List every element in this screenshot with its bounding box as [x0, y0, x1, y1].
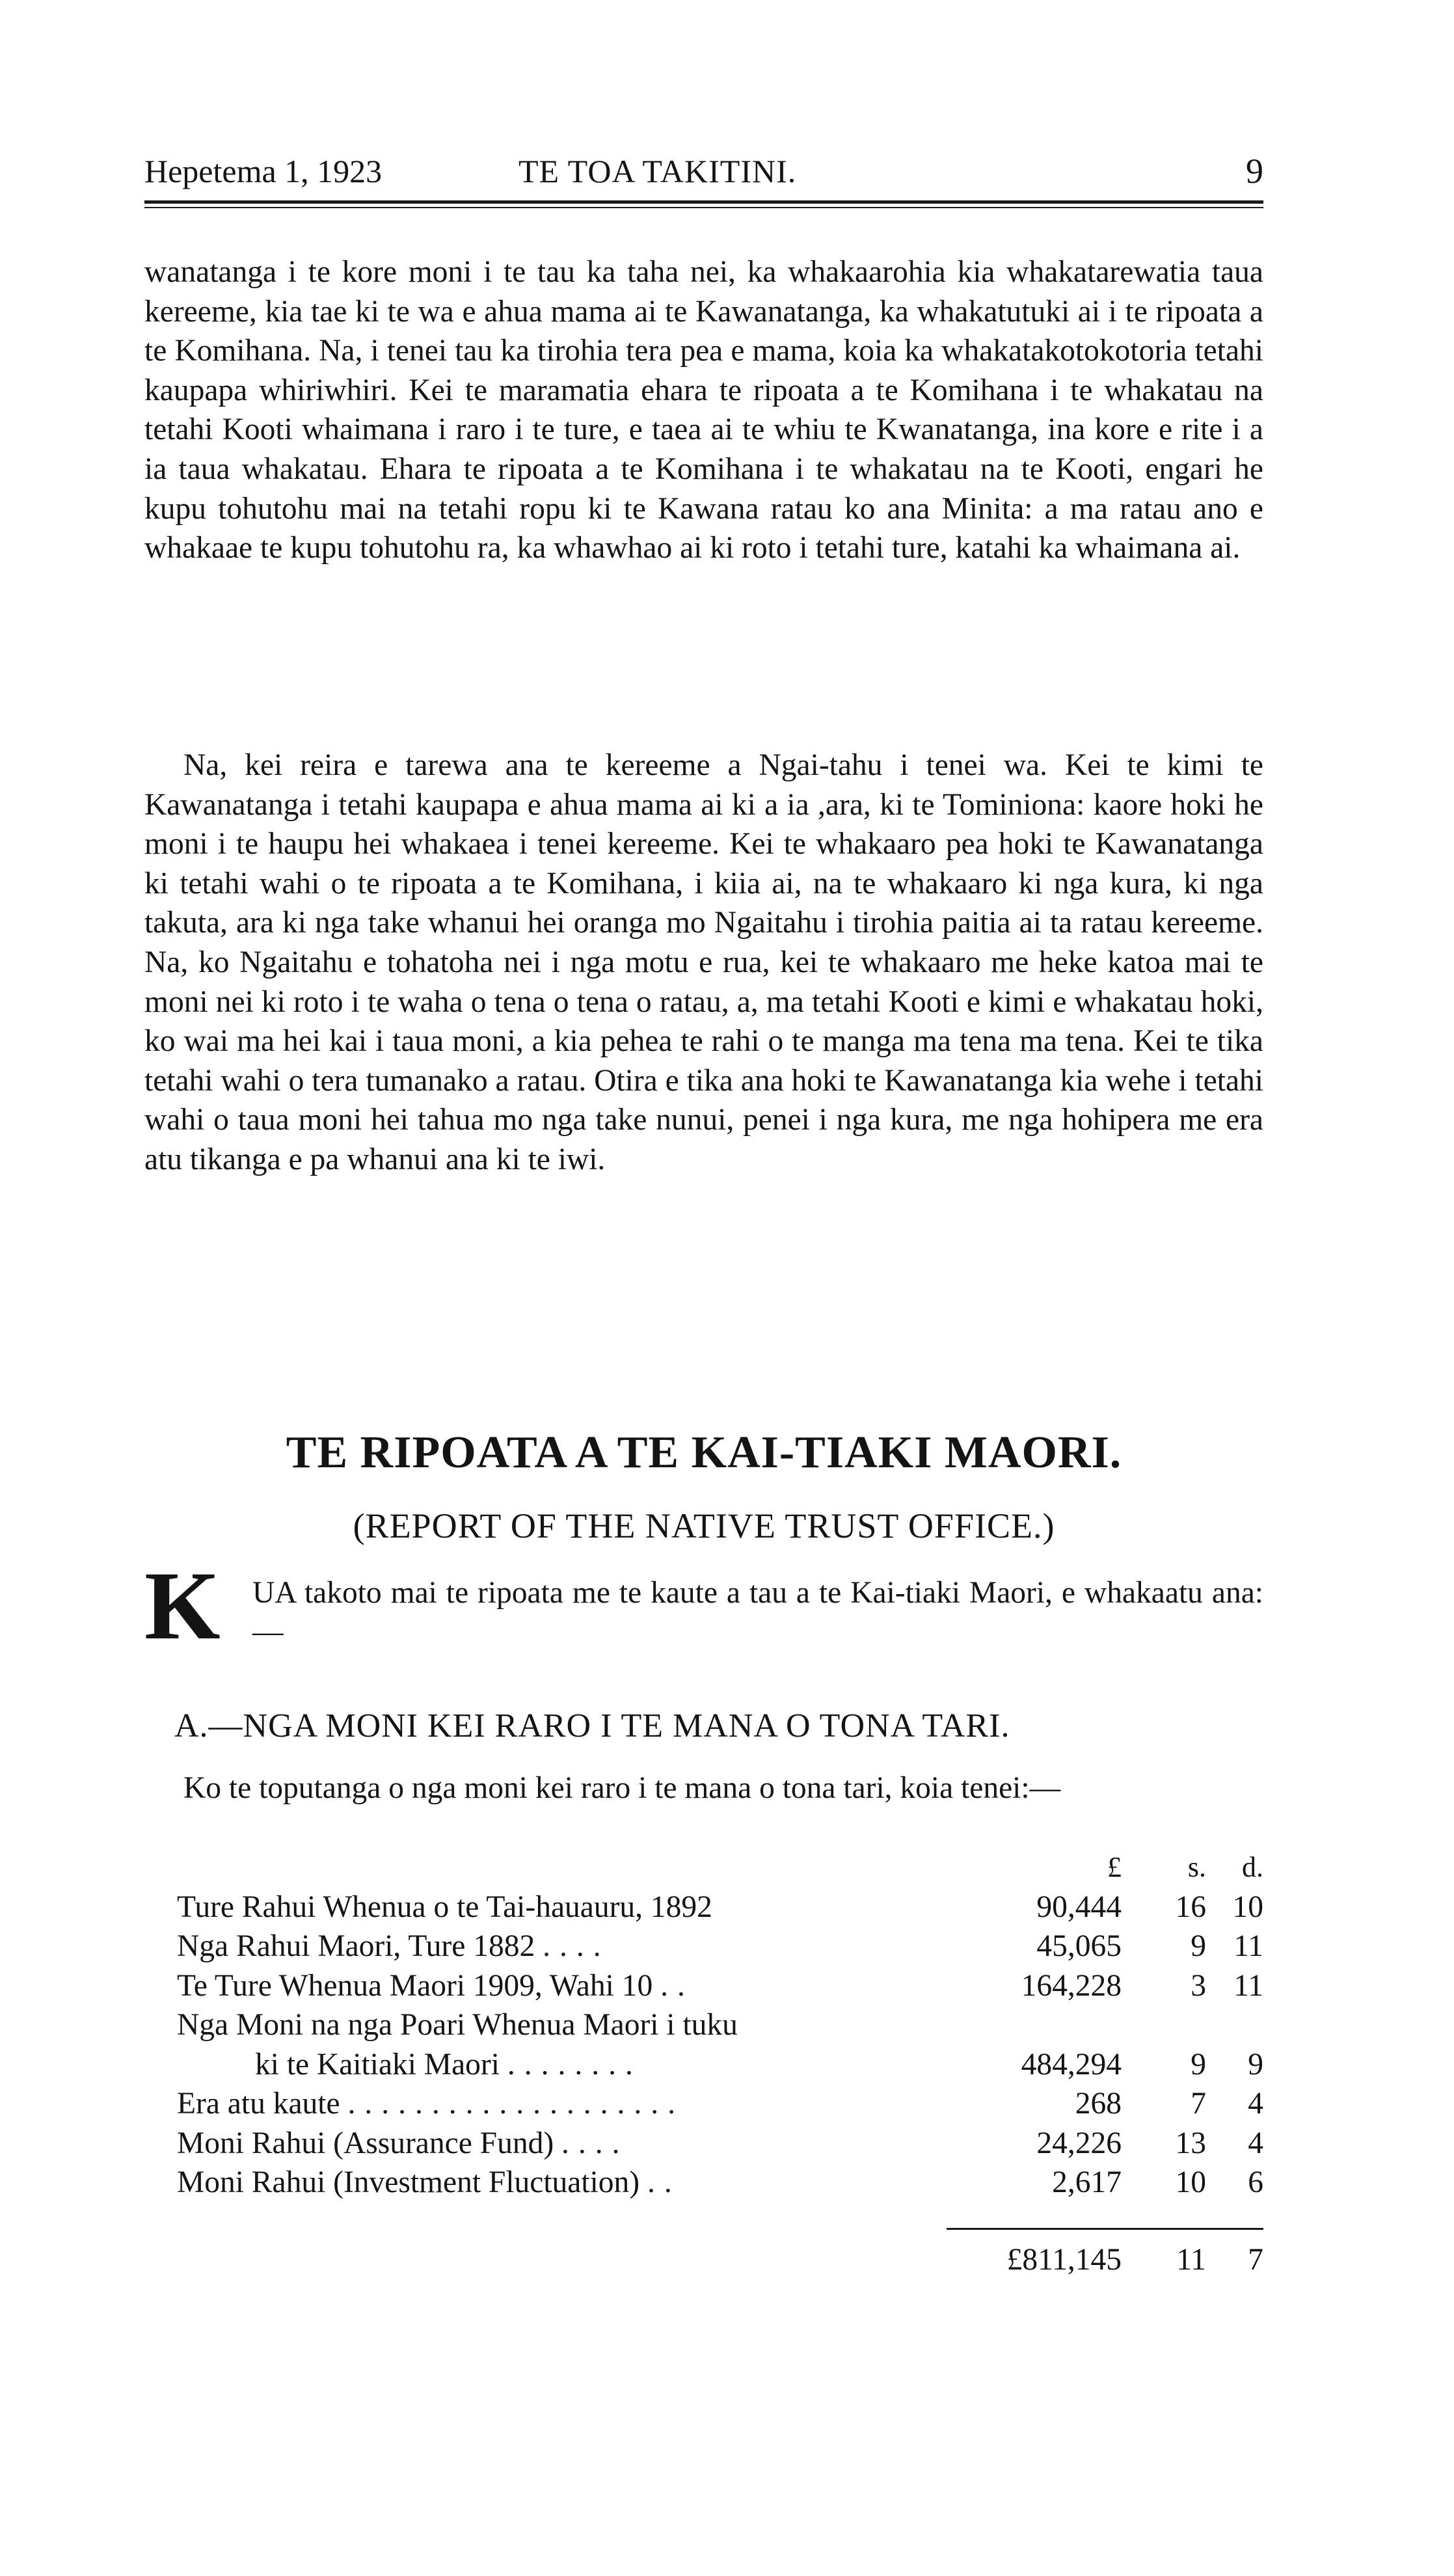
- total-pence: 7: [1248, 2243, 1263, 2277]
- row-pence: 11: [1233, 1968, 1263, 2003]
- table-total-row: [177, 2238, 1263, 2281]
- row-pence: 10: [1232, 1890, 1263, 1924]
- header-pounds: £: [1107, 1851, 1122, 1883]
- table-intro: Ko te toputanga o nga moni kei raro i te mana o tona tari, koia tenei:—: [183, 1771, 1061, 1805]
- row-pounds: 90,444: [1036, 1890, 1122, 1924]
- row-pence: 9: [1248, 2047, 1263, 2081]
- table-row: [177, 1966, 1263, 2006]
- row-pounds: 484,294: [1021, 2047, 1122, 2081]
- table-row: [177, 1888, 1263, 1927]
- accounts-table: [177, 1848, 1263, 2203]
- row-shillings: 10: [1175, 2165, 1206, 2199]
- body-paragraph-1: wanatanga i te kore moni i te tau ka taha nei, ka whakaarohia kia whakatarewatia taua kereeme, kia tae ki te wa e ahua mama ai te Kawanatanga, ka whakatutuki ai i te ripoata a te Komihana. Na, i tenei tau ka tirohia tera pea e mama, koia ka whakatakotokotoria tetahi kaupapa whiriwhiri. Kei te maramatia ehara te ripoata a te Komihana i te whakatau na tetahi Kooti whaimana i raro i te ture, e taea ai te whiu te Kwanatanga, ina kore e rite i a ia taua whakatau. Ehara te ripoata a te Komihana i te whakatau na te Kooti, engari he kupu tohutohu mai na tetahi ropu ki te Kawana ratau ko ana Minita: a ma ratau ano e whakaae te kupu tohutohu ra, ka whawhao ai ki roto i tetahi ture, katahi ka whaimana ai.: [144, 255, 1263, 565]
- table-row: [177, 2005, 1263, 2045]
- section-subtitle: (REPORT OF THE NATIVE TRUST OFFICE.): [353, 1506, 1055, 1545]
- row-shillings: 16: [1175, 1890, 1206, 1924]
- header-shillings: s.: [1187, 1851, 1206, 1883]
- row-shillings: 7: [1191, 2087, 1206, 2121]
- row-description: ki te Kaitiaki Maori ........: [255, 2047, 642, 2081]
- row-description: Nga Rahui Maori, Ture 1882 ....: [177, 1929, 610, 1963]
- header-date: Hepetema 1, 1923: [144, 153, 383, 189]
- row-pounds: 268: [1075, 2087, 1122, 2121]
- total-rule: [947, 2228, 1263, 2230]
- row-pounds: 24,226: [1036, 2126, 1122, 2160]
- header-rule-thick: [144, 200, 1263, 204]
- subheading-a: A.—NGA MONI KEI RARO I TE MANA O TONA TARI.: [174, 1707, 1010, 1744]
- table-row: [177, 2163, 1263, 2203]
- total-pounds: £811,145: [1006, 2243, 1122, 2277]
- header-pence: d.: [1242, 1851, 1263, 1883]
- row-pounds: 164,228: [1021, 1968, 1122, 2003]
- row-shillings: 13: [1175, 2126, 1206, 2160]
- table-row: [177, 2045, 1263, 2085]
- drop-cap-paragraph: UA takoto mai te ripoata me te kaute a tau a te Kai-tiaki Maori, e whakaatu ana:—: [252, 1576, 1263, 1649]
- row-shillings: 9: [1191, 1929, 1206, 1963]
- table-row: [177, 2124, 1263, 2163]
- running-header: [144, 148, 1263, 194]
- table-row: [177, 2084, 1263, 2124]
- row-shillings: 9: [1191, 2047, 1206, 2081]
- table-header-row: [177, 1848, 1263, 1888]
- drop-cap: K: [144, 1552, 221, 1660]
- section-title: TE RIPOATA A TE KAI-TIAKI MAORI.: [286, 1428, 1122, 1478]
- row-shillings: 3: [1191, 1968, 1206, 2003]
- row-description: Ture Rahui Whenua o te Tai-hauauru, 1892: [177, 1890, 712, 1924]
- row-description: Nga Moni na nga Poari Whenua Maori i tuku: [177, 2008, 738, 2042]
- body-paragraph-2: Na, kei reira e tarewa ana te kereeme a Ngai-tahu i tenei wa. Kei te kimi te Kawanatanga i tetahi kaupapa e ahua mama ai ki a ia ,ara, ki te Tominiona: kaore hoki he moni i te haupu hei whakaea i tenei kereeme. Kei te whakaaro pea hoki te Kawanatanga ki tetahi wahi o te ripoata a te Komihana, i kiia ai, na te whakaaro ki nga kura, ki nga takuta, ara ki nga take whanui hei oranga mo Ngaitahu i tirohia paitia ai ta ratau kereeme. Na, ko Ngaitahu e tohatoha nei i nga motu e rua, kei te whakaaro me heke katoa mai te moni nei ki roto i te waha o tena o tena o ratau, a, ma tetahi Kooti e kimi e whakatau hoki, ko wai ma hei kai i taua moni, a kia pehea te rahi o te manga ma tena ma tena. Kei te tika tetahi wahi o tera tumanako a ratau. Otira e tika ana hoki te Kawanatanga kia wehe i tetahi wahi o taua moni hei tahua mo nga take nunui, penei i nga kura, me nga hohipera me era atu tikanga e pa whanui ana ki te iwi.: [144, 748, 1263, 1176]
- row-description: Era atu kaute ....................: [177, 2087, 684, 2121]
- page-number: 9: [1246, 152, 1263, 191]
- row-pence: 4: [1248, 2126, 1263, 2160]
- row-pence: 11: [1233, 1929, 1263, 1963]
- row-description: Moni Rahui (Assurance Fund) ....: [177, 2126, 629, 2160]
- header-title: TE TOA TAKITINI.: [518, 153, 797, 189]
- row-description: Te Ture Whenua Maori 1909, Wahi 10 ..: [177, 1968, 694, 2003]
- row-pence: 4: [1248, 2087, 1263, 2121]
- row-pounds: 2,617: [1052, 2165, 1122, 2199]
- row-description: Moni Rahui (Investment Fluctuation) ..: [177, 2165, 681, 2199]
- total-shillings: 11: [1176, 2243, 1206, 2277]
- row-pounds: 45,065: [1036, 1929, 1122, 1963]
- table-row: [177, 1927, 1263, 1966]
- row-pence: 6: [1248, 2165, 1263, 2199]
- header-rule-thin: [144, 207, 1263, 208]
